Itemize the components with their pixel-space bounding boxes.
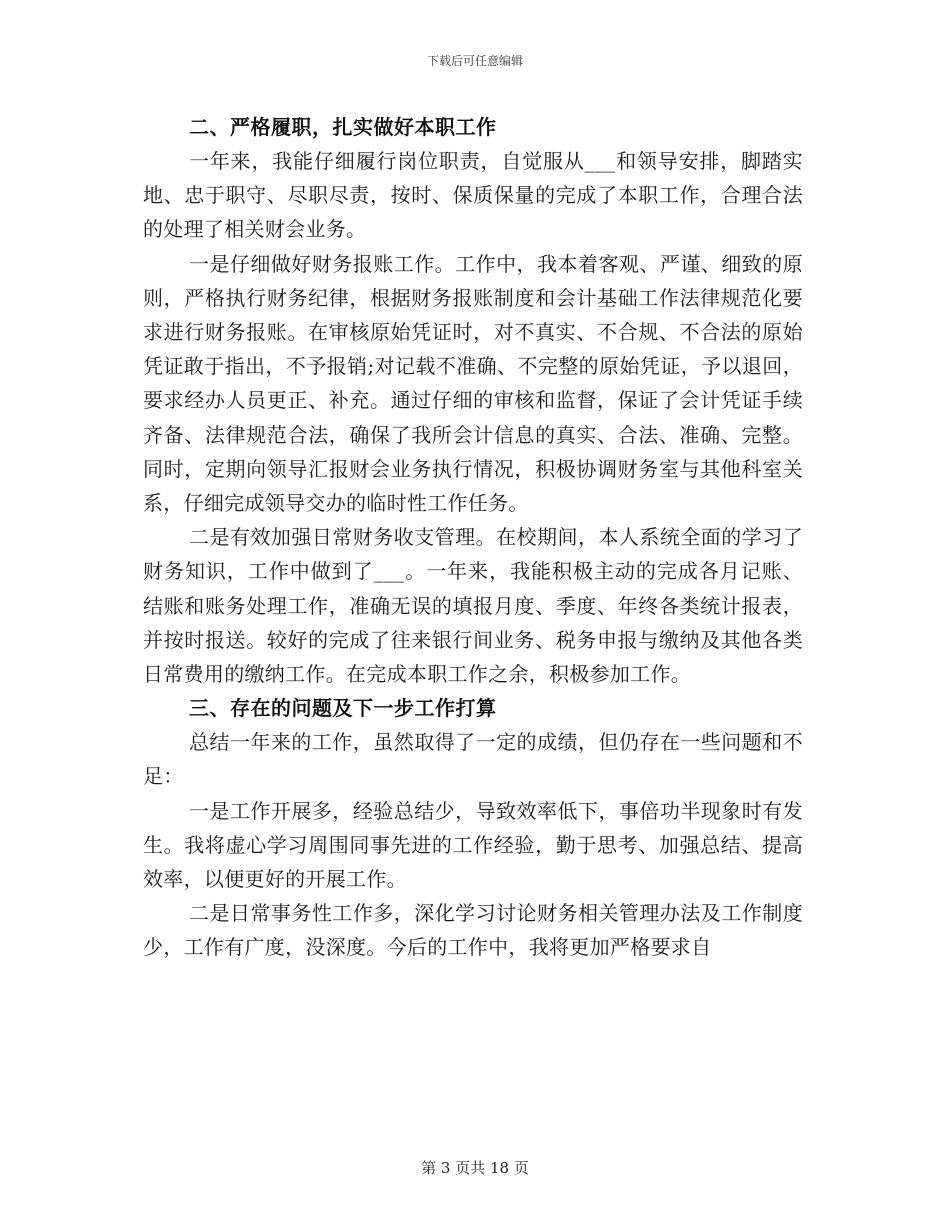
paragraph-problem-two: 二是日常事务性工作多，深化学习讨论财务相关管理办法及工作制度少，工作有广度，没深度。今后的工作中，我将更加严格要求自 — [143, 901, 803, 960]
paragraph-summary: 总结一年来的工作，虽然取得了一定的成绩，但仍存在一些问题和不足： — [143, 730, 803, 789]
document-body — [143, 110, 803, 965]
paragraph-reimbursement: 一是仔细做好财务报账工作。工作中，我本着客观、严谨、细致的原则，严格执行财务纪律，根据财务报账制度和会计基础工作法律规范化要求进行财务报账。在审核原始凭证时，对不真实、不合规、不合法的原始凭证敢于指出，不予报销;对记载不准确、不完整的原始凭证，予以退回，要求经办人员更正、补充。通过仔细的审核和监督，保证了会计凭证手续齐备、法律规范合法，确保了我所会计信息的真实、合法、准确、完整。同时，定期向领导汇报财会业务执行情况，积极协调财务室与其他科室关系，仔细完成领导交办的临时性工作任务。 — [143, 251, 803, 516]
section-heading-duties: 二、严格履职，扎实做好本职工作 — [189, 115, 497, 139]
page-header: 下载后可任意编辑 — [426, 54, 523, 68]
section-heading-problems: 三、存在的问题及下一步工作打算 — [189, 696, 497, 721]
page-number: 第 3 页共 18 页 — [421, 1159, 529, 1177]
paragraph-problem-one: 一是工作开展多，经验总结少，导致效率低下，事倍功半现象时有发生。我将虚心学习周围同事先进的工作经验，勤于思考、加强总结、提高效率，以便更好的开展工作。 — [143, 798, 803, 892]
paragraph-finance-management: 二是有效加强日常财务收支管理。在校期间，本人系统全面的学习了财务知识，工作中做到了___。一年来，我能积极主动的完成各月记账、结账和账务处理工作，准确无误的填报月度、季度、年终各类统计报表，并按时报送。较好的完成了往来银行间业务、税务申报与缴纳及其他各类日常费用的缴纳工作。在完成本职工作之余，积极参加工作。 — [143, 525, 803, 687]
paragraph-intro: 一年来，我能仔细履行岗位职责，自觉服从___和领导安排，脚踏实地、忠于职守、尽职尽责，按时、保质保量的完成了本职工作，合理合法的处理了相关财会业务。 — [143, 149, 803, 242]
